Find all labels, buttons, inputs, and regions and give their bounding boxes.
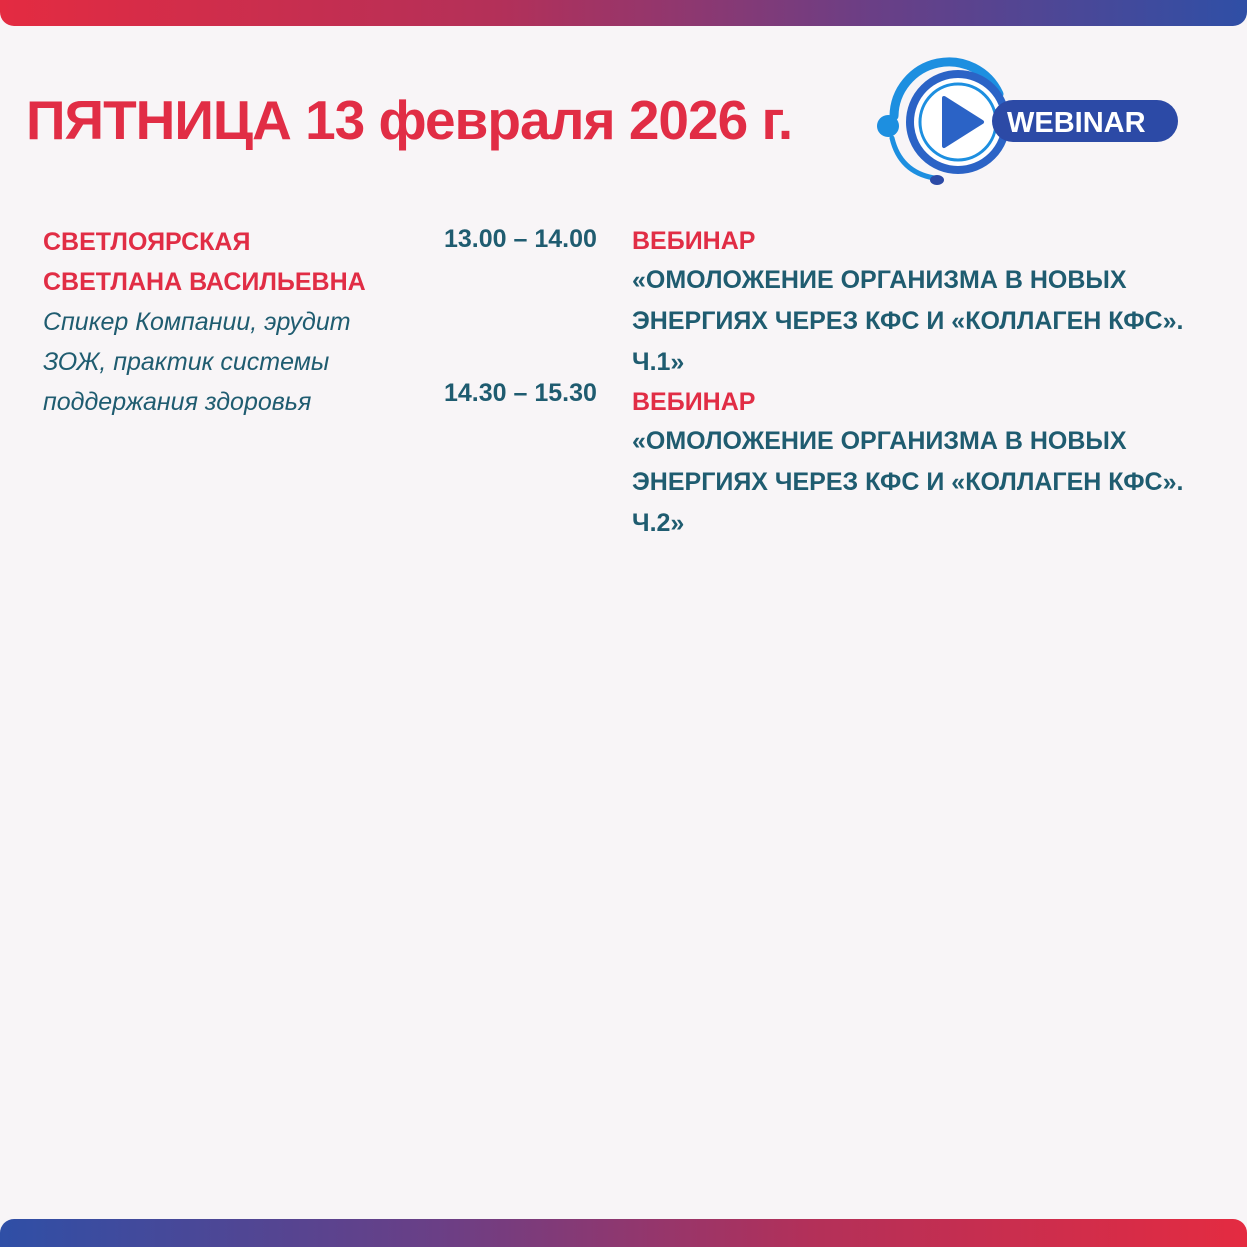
- speaker-surname: СВЕТЛОЯРСКАЯ: [43, 228, 251, 256]
- speaker-description-line: поддержания здоровья: [43, 388, 312, 416]
- play-headset-icon: [877, 62, 1006, 185]
- session-title-line: ЭНЕРГИЯХ ЧЕРЕЗ КФС И «КОЛЛАГЕН КФС».: [632, 307, 1184, 335]
- session-type: ВЕБИНАР: [632, 388, 756, 416]
- page-title: ПЯТНИЦА 13 февраля 2026 г.: [26, 89, 793, 151]
- session-title-line: ЭНЕРГИЯХ ЧЕРЕЗ КФС И «КОЛЛАГЕН КФС».: [632, 468, 1184, 496]
- speaker-name: СВЕТЛАНА ВАСИЛЬЕВНА: [43, 268, 366, 296]
- session-time: 13.00 – 14.00: [444, 225, 597, 253]
- webinar-logo-text: WEBINAR: [1007, 107, 1146, 139]
- session-title-line: «ОМОЛОЖЕНИЕ ОРГАНИЗМА В НОВЫХ: [632, 266, 1127, 294]
- session-item: [632, 222, 1212, 383]
- session-title-line: Ч.2»: [632, 509, 685, 537]
- session-item: [632, 383, 1212, 544]
- speaker-description-line: Спикер Компании, эрудит: [43, 308, 351, 336]
- session-title-line: «ОМОЛОЖЕНИЕ ОРГАНИЗМА В НОВЫХ: [632, 427, 1127, 455]
- bottom-gradient-bar: [0, 1219, 1247, 1247]
- speaker-block: [43, 222, 413, 422]
- top-gradient-bar: [0, 0, 1247, 26]
- session-title-line: Ч.1»: [632, 348, 685, 376]
- speaker-description-line: ЗОЖ, практик системы: [43, 348, 330, 376]
- session-list: [632, 222, 1212, 544]
- session-type: ВЕБИНАР: [632, 227, 756, 255]
- webinar-logo: [874, 54, 1184, 194]
- session-time: 14.30 – 15.30: [444, 379, 597, 407]
